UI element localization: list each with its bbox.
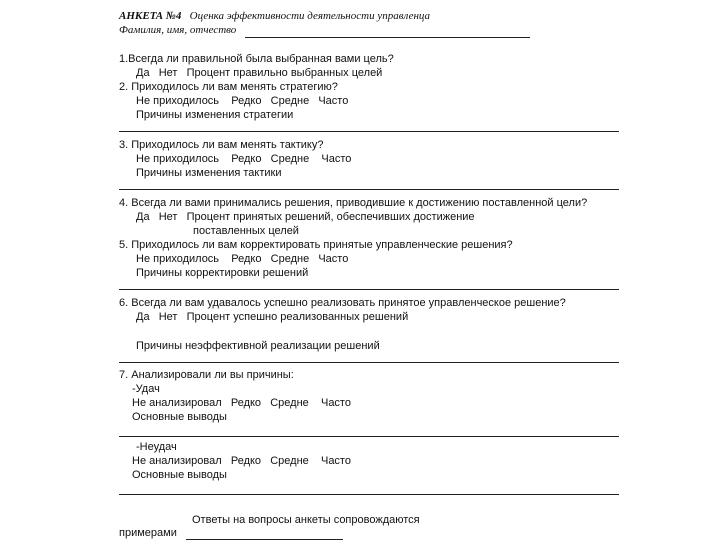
footer-note: Ответы на вопросы анкеты сопровождаются	[192, 514, 420, 526]
name-label: Фамилия, имя, отчество	[119, 24, 237, 36]
question-7-failure-conclusions: Основные выводы	[132, 469, 227, 481]
question-5-reason: Причины корректировки решений	[136, 267, 309, 279]
question-2-reason: Причины изменения стратегии	[136, 109, 294, 121]
question-1: 1.Всегда ли правильной была выбранная вами цель?	[119, 53, 394, 65]
question-6-answers: Да Нет Процент успешно реализованных решений	[136, 311, 409, 323]
question-3: 3. Приходилось ли вам менять тактику?	[119, 139, 324, 151]
footer-note-cont: примерами	[119, 527, 177, 539]
form-subtitle: Оценка эффективности деятельности управленца	[189, 10, 431, 22]
question-2: 2. Приходилось ли вам менять стратегию?	[119, 81, 338, 93]
question-3-reason: Причины изменения тактики	[136, 167, 282, 179]
question-5: 5. Приходилось ли вам корректировать принятые управленческие решения?	[119, 239, 513, 251]
question-6-reason: Причины неэффективной реализации решений	[136, 340, 380, 352]
question-7: 7. Анализировали ли вы причины:	[119, 369, 294, 381]
question-2-answer-line[interactable]	[119, 131, 619, 132]
question-7-success-options: Не анализировал Редко Средне Часто	[132, 397, 351, 409]
form-title	[119, 10, 430, 23]
question-7-failure-answer-line[interactable]	[119, 494, 619, 495]
question-5-answer-line[interactable]	[119, 289, 619, 290]
question-4: 4. Всегда ли вами принимались решения, приводившие к достижению поставленной цели?	[119, 197, 588, 209]
question-7-failure-options: Не анализировал Редко Средне Часто	[132, 455, 351, 467]
question-4-answers-cont: поставленных целей	[193, 225, 299, 237]
question-4-answers: Да Нет Процент принятых решений, обеспечивших достижение	[136, 211, 475, 223]
question-2-options: Не приходилось Редко Средне Часто	[136, 95, 349, 107]
form-number: АНКЕТА №4	[119, 10, 182, 22]
question-7-success-answer-line[interactable]	[119, 436, 619, 437]
question-7-failure-label: -Неудач	[136, 441, 177, 453]
name-underline[interactable]	[245, 37, 530, 38]
question-7-success-conclusions: Основные выводы	[132, 411, 227, 423]
question-6: 6. Всегда ли вам удавалось успешно реализовать принятое управленческое решение?	[119, 297, 566, 309]
question-3-answer-line[interactable]	[119, 189, 619, 190]
question-7-success-label: -Удач	[132, 383, 160, 395]
question-6-answer-line[interactable]	[119, 362, 619, 363]
question-5-options: Не приходилось Редко Средне Часто	[136, 253, 349, 265]
question-1-answers: Да Нет Процент правильно выбранных целей	[136, 67, 383, 79]
question-3-options: Не приходилось Редко Средне Часто	[136, 153, 352, 165]
